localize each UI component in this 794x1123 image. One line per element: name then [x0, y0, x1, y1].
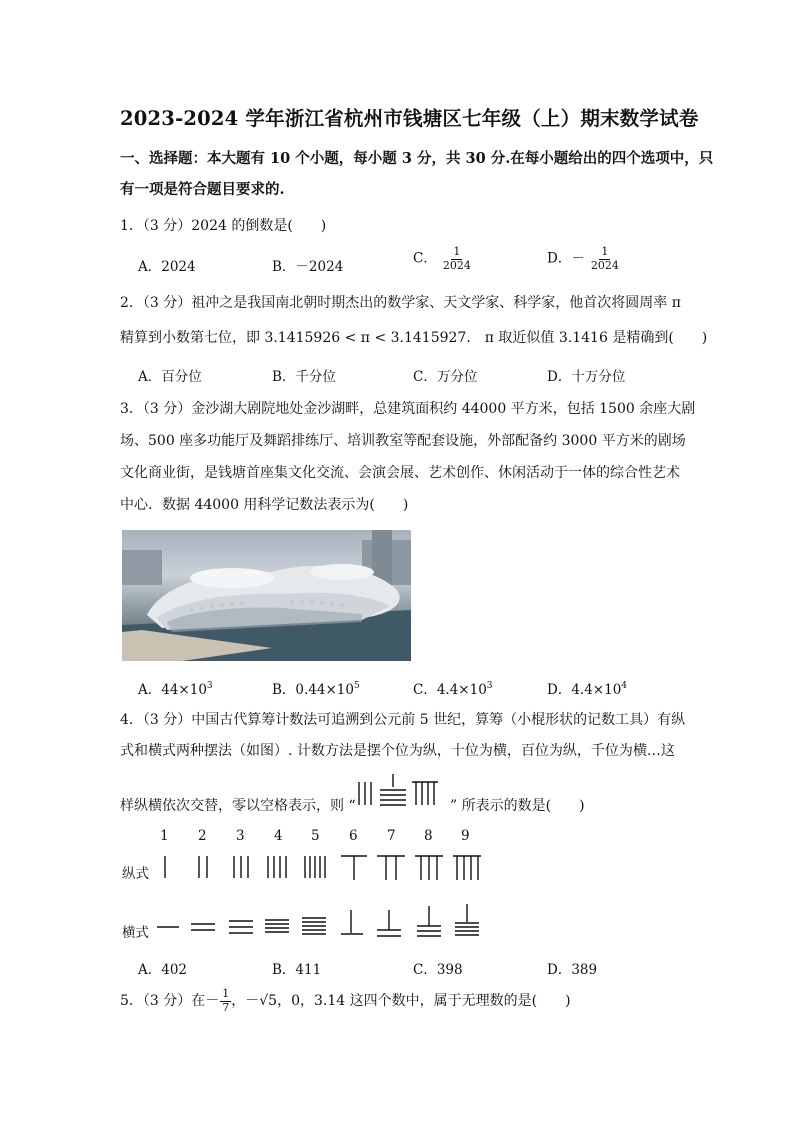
counting-rods-table: [155, 850, 485, 945]
rod-number-7: 7: [387, 828, 396, 844]
question-3-line4: 中心．数据 44000 用科学记数法表示为( ): [120, 497, 409, 513]
question-4-line2: 式和横式两种摆法（如图）. 计数方法是摆个位为纵，十位为横，百位为纵，千位为横…这: [120, 743, 675, 759]
rod-number-2: 2: [198, 828, 207, 844]
q4-option-d: D．389: [547, 962, 598, 978]
q1-option-c-label: C．: [413, 250, 437, 267]
rod-number-9: 9: [461, 828, 470, 844]
rod-number-1: 1: [160, 828, 169, 844]
rod-number-4: 4: [274, 828, 283, 844]
section-heading-line1: 一、选择题：本大题有 10 个小题，每小题 3 分，共 30 分.在每小题给出的四个选项中，只: [120, 150, 714, 167]
rod-numeral-figure: [356, 772, 446, 808]
q3-option-b-base: B．0.44×10: [272, 682, 354, 698]
rod-number-8: 8: [424, 828, 433, 844]
fraction-numerator: 1: [222, 987, 230, 1000]
q4-option-c: C．398: [413, 962, 463, 978]
fraction-denominator: 2024: [590, 258, 619, 272]
q4-option-a: A．402: [138, 962, 188, 978]
q2-option-c: C．万分位: [413, 369, 478, 385]
rod-number-5: 5: [311, 828, 320, 844]
q3-option-b: [272, 678, 360, 698]
counting-rods-diagram: [155, 850, 485, 945]
q3-option-c: [413, 678, 493, 698]
q3-option-c-base: C．4.4×10: [413, 682, 487, 698]
page-title: 2023-2024 学年浙江省杭州市钱塘区七年级（上）期末数学试卷: [120, 107, 699, 130]
q3-option-b-exponent: 5: [353, 681, 360, 691]
q1-option-c-fraction: [441, 246, 473, 272]
q4-option-b: B．411: [272, 962, 322, 978]
q5-suffix: ，－√5，0，3.14 这四个数中，属于无理数的是( ): [231, 993, 571, 1010]
q1-option-c: [413, 246, 473, 272]
q3-option-d-base: D．4.4×10: [547, 682, 622, 698]
fraction-denominator: 2024: [442, 258, 471, 272]
section-heading-line2: 有一项是符合题目要求的.: [120, 181, 285, 198]
fraction-numerator: 1: [453, 245, 461, 258]
question-3-line3: 文化商业街，是钱塘首座集文化交流、会演会展、艺术创作、休闲活动于一体的综合性艺术: [120, 465, 680, 481]
q2-option-a: A．百分位: [138, 369, 202, 385]
rod-number-6: 6: [349, 828, 358, 844]
q3-option-d: [547, 678, 627, 698]
fraction-numerator: 1: [601, 245, 609, 258]
theater-building-image: [122, 530, 411, 661]
q3-option-d-exponent: 4: [621, 681, 628, 691]
q5-fraction: [220, 988, 231, 1014]
question-5-stem: [120, 988, 571, 1014]
q5-prefix: 5．（3 分）在－: [120, 993, 220, 1010]
rod-number-3: 3: [236, 828, 245, 844]
q1-option-b: B．－2024: [272, 259, 344, 275]
question-4-line3a: 样纵横依次交替，零以空格表示，则 “: [120, 798, 356, 814]
q3-option-a: [138, 678, 213, 698]
fraction-denominator: 7: [222, 1000, 230, 1014]
counting-rods-number: [356, 772, 446, 808]
q3-option-a-exponent: 3: [206, 681, 213, 691]
question-4-line1: 4．（3 分）中国古代算筹计数法可追溯到公元前 5 世纪，算筹（小棍形状的记数工具）有纵: [120, 712, 686, 728]
q3-option-c-exponent: 3: [486, 681, 493, 691]
vertical-row-label: 纵式: [122, 866, 149, 882]
q1-option-a: A．2024: [138, 259, 196, 275]
q1-option-d-fraction: [589, 246, 621, 272]
q1-option-d: [547, 246, 621, 272]
question-2-line1: 2．（3 分）祖冲之是我国南北朝时期杰出的数学家、天文学家、科学家，他首次将圆周率 π: [120, 295, 681, 311]
question-3-line1: 3．（3 分）金沙湖大剧院地处金沙湖畔，总建筑面积约 44000 平方米，包括 1500 余座大剧: [120, 401, 696, 417]
question-1-stem: 1．（3 分）2024 的倒数是( ): [120, 218, 327, 234]
question-3-line2: 场、500 座多功能厅及舞蹈排练厅、培训教室等配套设施，外部配备约 3000 平方米的剧场: [120, 433, 686, 449]
question-2-line2: 精算到小数第七位，即 3.1415926 < π < 3.1415927． π 取近似值 3.1416 是精确到( ): [120, 330, 708, 346]
horizontal-row-label: 横式: [122, 925, 149, 941]
q3-option-a-base: A．44×10: [138, 682, 207, 698]
q2-option-b: B．千分位: [272, 369, 336, 385]
building-illustration: [122, 530, 411, 661]
q1-option-d-label: D．－: [547, 250, 585, 267]
question-4-line3b: ” 所表示的数是( ): [450, 798, 585, 814]
q2-option-d: D．十万分位: [547, 369, 626, 385]
